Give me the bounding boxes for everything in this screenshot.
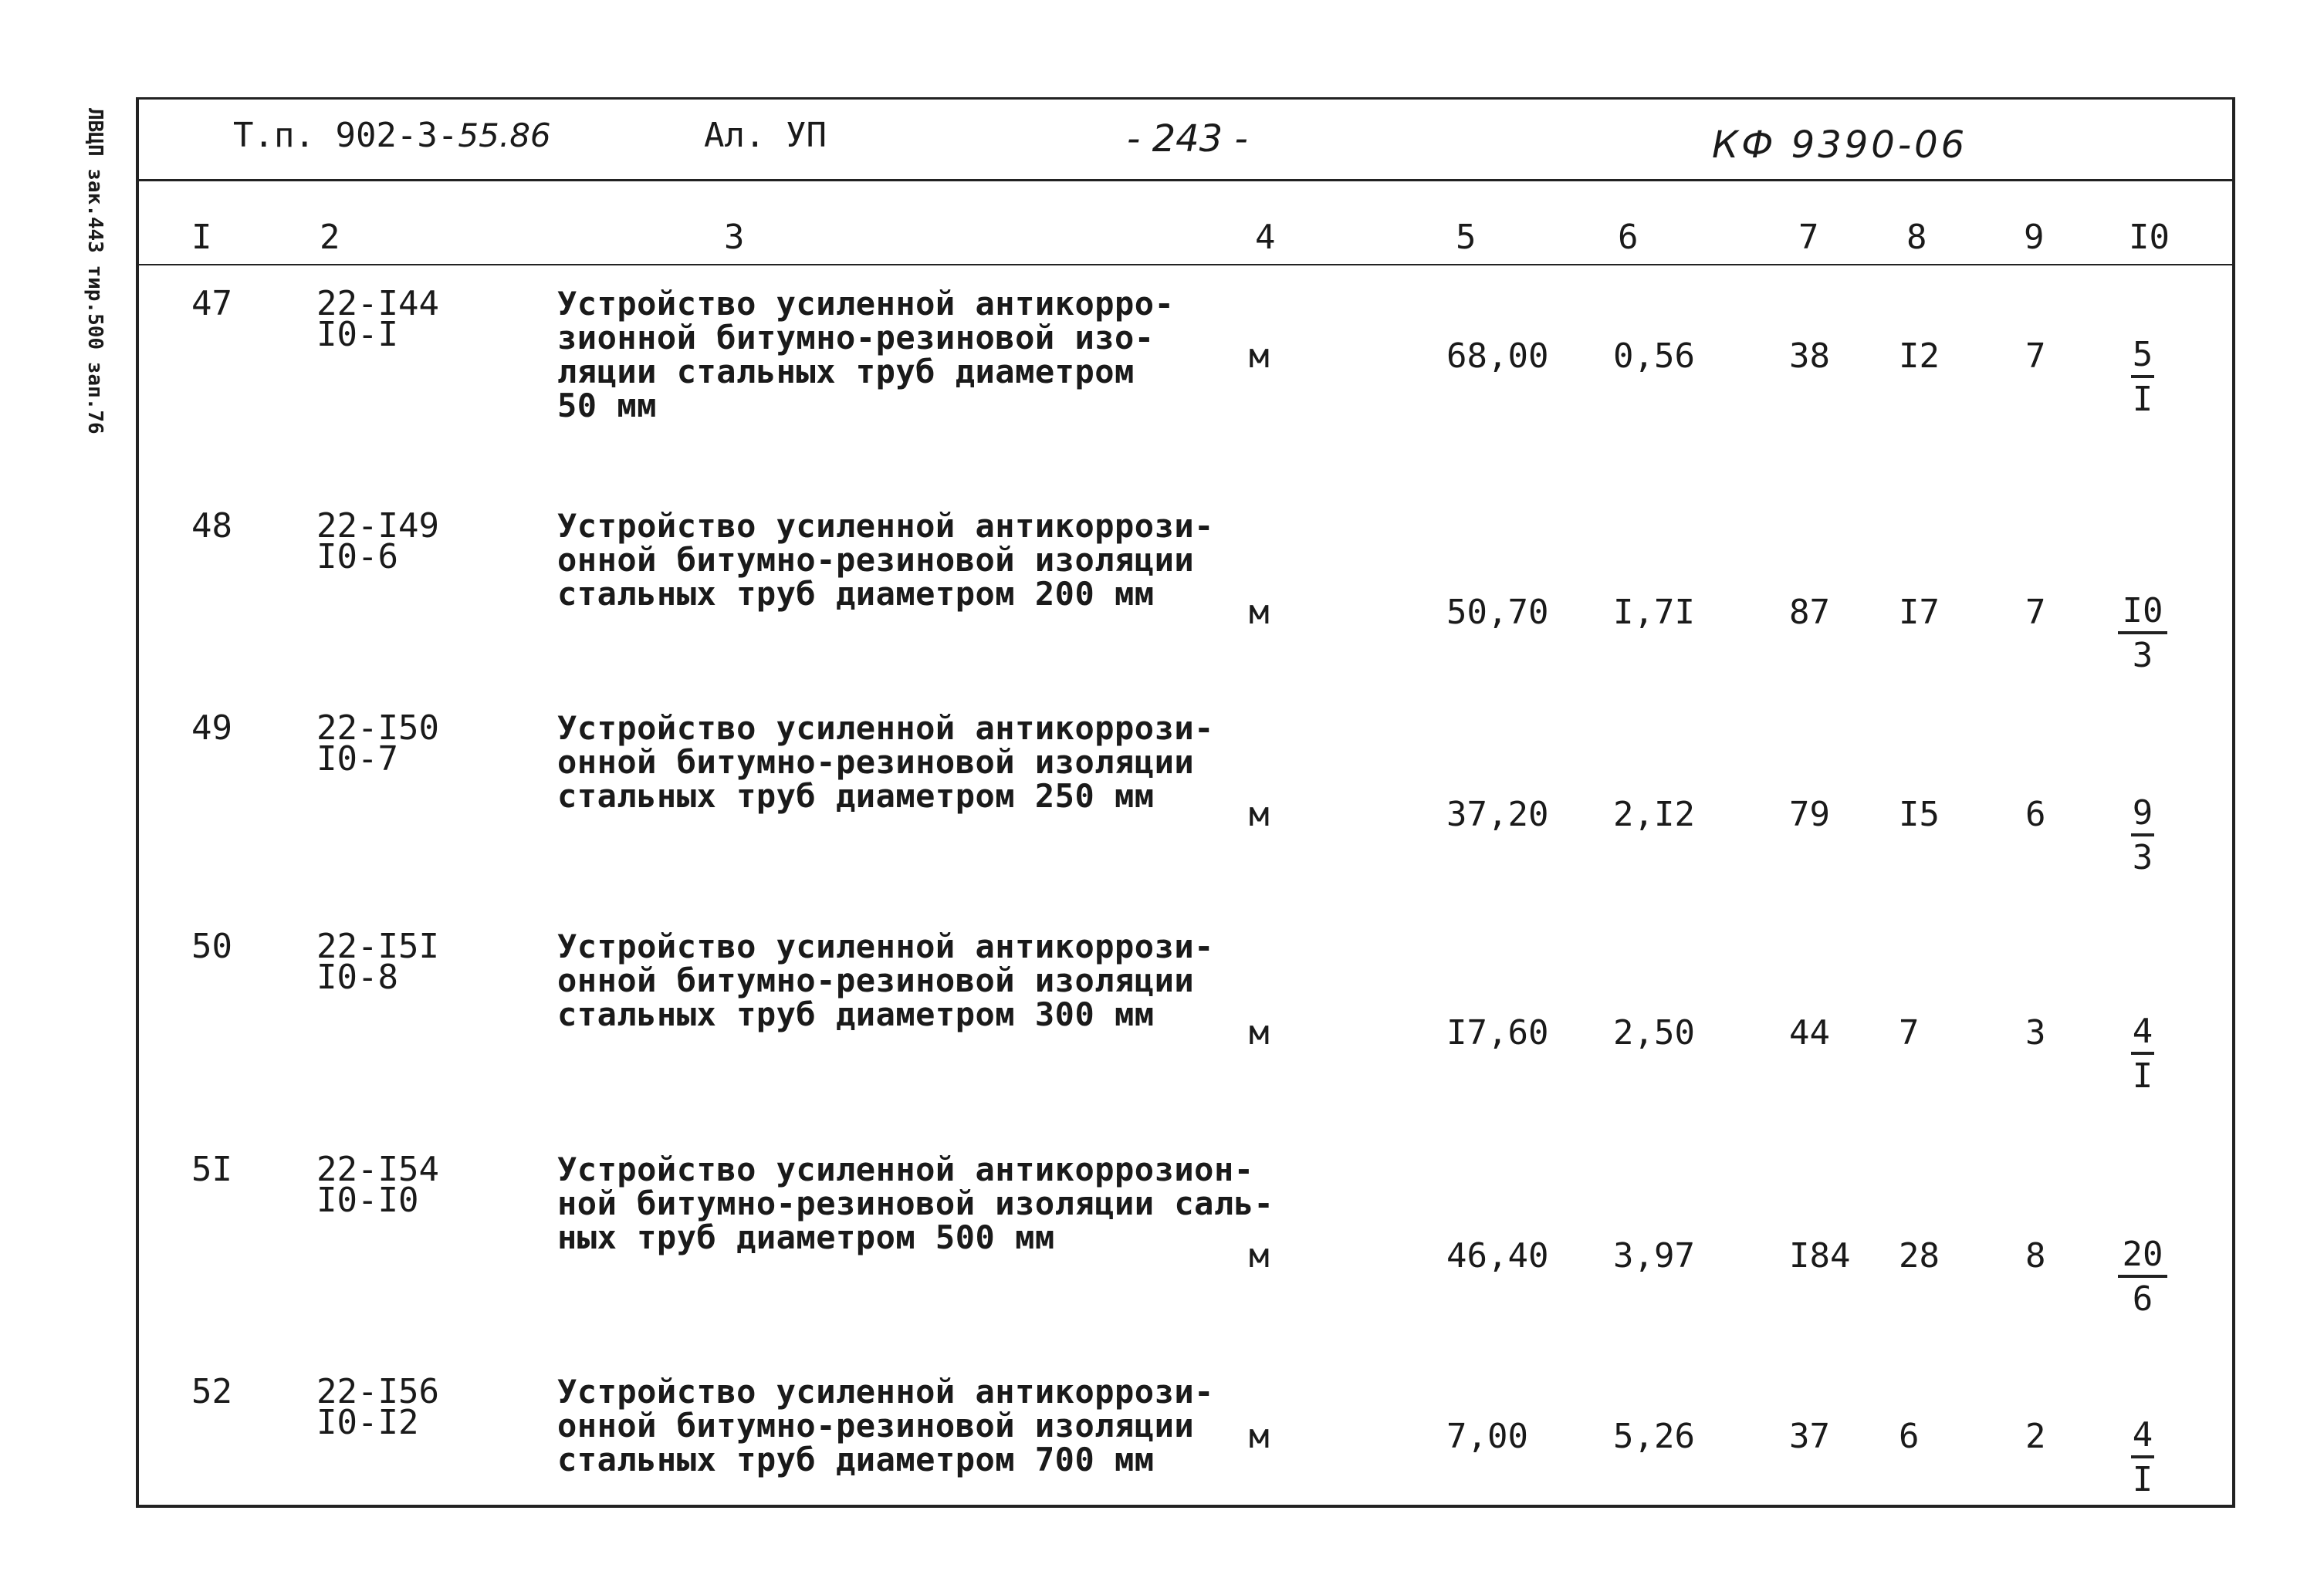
norm-code: 22-I50 xyxy=(316,708,439,748)
work-description xyxy=(557,930,1214,1032)
unit-cost: 2,I2 xyxy=(1613,795,1695,834)
price-code: I0-I xyxy=(316,315,398,354)
total-cost: 87 xyxy=(1789,593,1830,632)
norm-code: 22-I44 xyxy=(316,284,439,323)
quantity: 7,00 xyxy=(1446,1417,1528,1456)
fraction-numerator: 20 xyxy=(2122,1235,2163,1274)
description-line: стальных труб диаметром 250 мм xyxy=(557,777,1155,815)
labor-fraction xyxy=(2112,1236,2173,1321)
column-number: 3 xyxy=(724,218,745,257)
description-line: Устройство усиленной антикоррози- xyxy=(557,928,1214,965)
labor-fraction xyxy=(2112,336,2173,421)
description-line: онной битумно-резиновой изоляции xyxy=(557,1407,1195,1445)
machine-cost: 3 xyxy=(2025,1013,2046,1053)
total-cost: I84 xyxy=(1789,1236,1851,1276)
column-number: 2 xyxy=(320,218,340,257)
column-number: I0 xyxy=(2129,218,2170,257)
labor-fraction xyxy=(2112,1417,2173,1502)
fraction-numerator: 4 xyxy=(2132,1012,2153,1051)
work-description xyxy=(557,1375,1214,1477)
wages: 6 xyxy=(1899,1417,1920,1456)
row-number: 48 xyxy=(191,506,232,546)
work-description xyxy=(557,287,1174,423)
wages: 28 xyxy=(1899,1236,1940,1276)
description-line: 50 мм xyxy=(557,387,657,424)
row-number: 50 xyxy=(191,927,232,966)
price-code: I0-I2 xyxy=(316,1403,419,1442)
quantity: 37,20 xyxy=(1446,795,1549,834)
unit: м xyxy=(1249,336,1270,376)
fraction-denominator: 6 xyxy=(2132,1279,2153,1319)
fraction-denominator: 3 xyxy=(2132,838,2153,877)
machine-cost: 7 xyxy=(2025,593,2046,632)
price-code: I0-I0 xyxy=(316,1181,419,1220)
quantity: 68,00 xyxy=(1446,336,1549,376)
norm-code: 22-I49 xyxy=(316,506,439,546)
wages: I2 xyxy=(1899,336,1940,376)
unit: м xyxy=(1249,1236,1270,1276)
description-line: онной битумно-резиновой изоляции xyxy=(557,541,1195,579)
description-line: Устройство усиленной антикоррози- xyxy=(557,507,1214,545)
unit-cost: 5,26 xyxy=(1613,1417,1695,1456)
column-number: 9 xyxy=(2024,218,2045,257)
fraction-numerator: 9 xyxy=(2132,793,2153,833)
description-line: Устройство усиленной антикоррози- xyxy=(557,1373,1214,1411)
row-number: 49 xyxy=(191,708,232,748)
quantity: 46,40 xyxy=(1446,1236,1549,1276)
column-number: 6 xyxy=(1618,218,1639,257)
description-line: стальных труб диаметром 700 мм xyxy=(557,1441,1155,1478)
unit-cost: 0,56 xyxy=(1613,336,1695,376)
total-cost: 79 xyxy=(1789,795,1830,834)
description-line: онной битумно-резиновой изоляции xyxy=(557,743,1195,781)
norm-code: 22-I54 xyxy=(316,1150,439,1189)
machine-cost: 7 xyxy=(2025,336,2046,376)
machine-cost: 6 xyxy=(2025,795,2046,834)
description-line: онной битумно-резиновой изоляции xyxy=(557,961,1195,999)
description-line: ных труб диаметром 500 мм xyxy=(557,1218,1055,1256)
row-number: 52 xyxy=(191,1372,232,1411)
unit-cost: 2,50 xyxy=(1613,1013,1695,1053)
machine-cost: 2 xyxy=(2025,1417,2046,1456)
work-description xyxy=(557,711,1214,813)
description-line: Устройство усиленной антикоррозион- xyxy=(557,1151,1254,1188)
description-line: зионной битумно-резиновой изо- xyxy=(557,319,1155,357)
description-line: Устройство усиленной антикоррози- xyxy=(557,709,1214,747)
fraction-denominator: I xyxy=(2132,1056,2153,1096)
description-line: ляции стальных труб диаметром xyxy=(557,353,1135,390)
labor-fraction xyxy=(2112,1013,2173,1098)
total-cost: 44 xyxy=(1789,1013,1830,1053)
project-code: Т.п. 902-3- xyxy=(233,116,458,155)
price-code: I0-8 xyxy=(316,958,398,997)
fraction-denominator: I xyxy=(2132,1460,2153,1499)
margin-note: ЛВЦП зак.443 тир.500 зап.76 xyxy=(83,108,107,434)
column-header-divider xyxy=(136,264,2235,265)
row-number: 5I xyxy=(191,1150,232,1189)
norm-code: 22-I5I xyxy=(316,927,439,966)
fraction-numerator: I0 xyxy=(2122,591,2163,630)
total-cost: 38 xyxy=(1789,336,1830,376)
column-number: 8 xyxy=(1906,218,1927,257)
description-line: стальных труб диаметром 200 мм xyxy=(557,575,1155,613)
machine-cost: 8 xyxy=(2025,1236,2046,1276)
column-number: 5 xyxy=(1456,218,1477,257)
description-line: стальных труб диаметром 300 мм xyxy=(557,995,1155,1033)
work-description xyxy=(557,1153,1274,1255)
header-divider xyxy=(136,179,2235,181)
work-description xyxy=(557,509,1214,611)
unit-cost: I,7I xyxy=(1613,593,1695,632)
description-line: Устройство усиленной антикорро- xyxy=(557,285,1175,323)
quantity: I7,60 xyxy=(1446,1013,1549,1053)
page-number: - 243 - xyxy=(1127,117,1248,161)
album-label: Ал. УП xyxy=(704,116,827,155)
labor-fraction xyxy=(2112,593,2173,678)
unit: м xyxy=(1249,1013,1270,1053)
wages: I7 xyxy=(1899,593,1940,632)
project-label xyxy=(233,116,551,155)
fraction-denominator: 3 xyxy=(2132,636,2153,675)
column-number: 7 xyxy=(1798,218,1819,257)
wages: I5 xyxy=(1899,795,1940,834)
fraction-denominator: I xyxy=(2132,380,2153,419)
fraction-numerator: 4 xyxy=(2132,1415,2153,1455)
project-code-handwritten: 55.86 xyxy=(458,117,551,154)
quantity: 50,70 xyxy=(1446,593,1549,632)
wages: 7 xyxy=(1899,1013,1920,1053)
unit: м xyxy=(1249,795,1270,834)
labor-fraction xyxy=(2112,795,2173,880)
unit-cost: 3,97 xyxy=(1613,1236,1695,1276)
unit: м xyxy=(1249,1417,1270,1456)
fraction-numerator: 5 xyxy=(2132,335,2153,374)
total-cost: 37 xyxy=(1789,1417,1830,1456)
norm-code: 22-I56 xyxy=(316,1372,439,1411)
document-code: КФ 9390-06 xyxy=(1712,123,1968,167)
column-number: I xyxy=(191,218,212,257)
price-code: I0-6 xyxy=(316,537,398,576)
column-number: 4 xyxy=(1255,218,1276,257)
unit: м xyxy=(1249,593,1270,632)
row-number: 47 xyxy=(191,284,232,323)
description-line: ной битумно-резиновой изоляции саль- xyxy=(557,1184,1274,1222)
price-code: I0-7 xyxy=(316,739,398,779)
